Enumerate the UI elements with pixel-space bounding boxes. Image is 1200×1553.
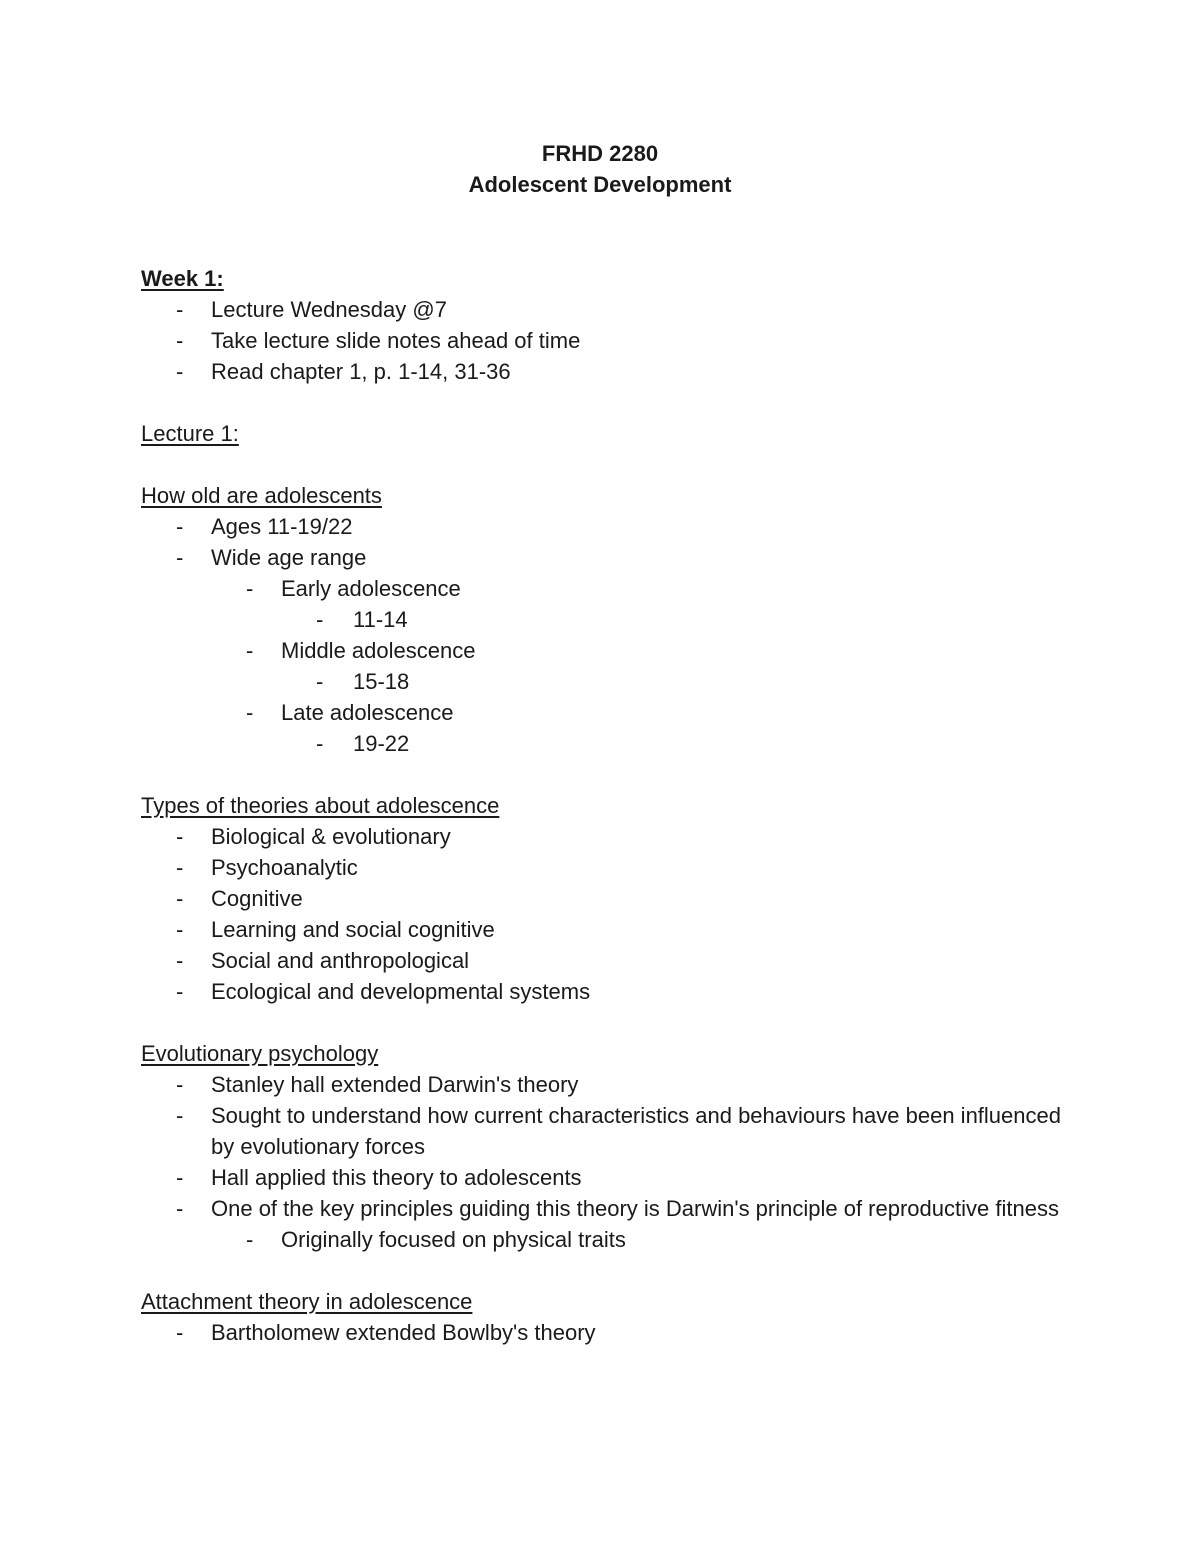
list-item	[141, 914, 1061, 945]
list-item	[141, 883, 1061, 914]
list-item-text: Hall applied this theory to adolescents	[211, 1165, 582, 1190]
how-old-list	[141, 511, 1061, 759]
list-item-text: Stanley hall extended Darwin's theory	[211, 1072, 579, 1097]
spacer	[141, 1255, 1061, 1286]
spacer	[141, 1007, 1061, 1038]
list-item-text: 11-14	[353, 607, 408, 632]
dash-bullet: -	[176, 359, 184, 384]
list-item	[281, 666, 1061, 697]
evolutionary-list	[141, 1069, 1061, 1255]
dash-bullet: -	[316, 607, 324, 632]
spacer	[141, 449, 1061, 480]
course-name: Adolescent Development	[468, 172, 732, 197]
dash-bullet: -	[246, 1227, 254, 1252]
list-item-text: One of the key principles guiding this theory is Darwin's principle of reproductive fitness	[211, 1196, 1059, 1221]
dash-bullet: -	[176, 545, 184, 570]
attachment-list	[141, 1317, 1061, 1348]
dash-bullet: -	[316, 669, 324, 694]
notes-content	[141, 263, 1061, 1348]
dash-bullet: -	[176, 328, 184, 353]
list-item	[141, 1069, 1061, 1100]
dash-bullet: -	[316, 731, 324, 756]
list-item	[141, 356, 1061, 387]
list-item	[141, 1162, 1061, 1193]
list-item-text: Ages 11-19/22	[211, 514, 353, 539]
dash-bullet: -	[176, 297, 184, 322]
list-item-text: Bartholomew extended Bowlby's theory	[211, 1320, 596, 1345]
list-item	[141, 511, 1061, 542]
list-item-text: Ecological and developmental systems	[211, 979, 591, 1004]
dash-bullet: -	[176, 824, 184, 849]
list-item-text: Early adolescence	[281, 576, 461, 601]
list-item	[141, 294, 1061, 325]
dash-bullet: -	[176, 917, 184, 942]
dash-bullet: -	[246, 700, 254, 725]
age-range-list	[281, 604, 1061, 635]
list-item-text: Psychoanalytic	[211, 855, 358, 880]
spacer	[141, 387, 1061, 418]
dash-bullet: -	[176, 948, 184, 973]
list-item	[281, 728, 1061, 759]
age-stage-list	[211, 573, 1061, 759]
dash-bullet: -	[176, 514, 184, 539]
theories-heading: Types of theories about adolescence	[141, 793, 500, 818]
dash-bullet: -	[176, 855, 184, 880]
list-item	[141, 821, 1061, 852]
dash-bullet: -	[176, 1165, 184, 1190]
list-item	[141, 945, 1061, 976]
list-item	[141, 852, 1061, 883]
list-item	[141, 1100, 1061, 1162]
list-item-text: Learning and social cognitive	[211, 917, 495, 942]
dash-bullet: -	[176, 1103, 184, 1128]
list-item-text: Social and anthropological	[211, 948, 470, 973]
age-range-list	[281, 666, 1061, 697]
list-item-text: 19-22	[353, 731, 410, 756]
course-code: FRHD 2280	[541, 141, 659, 166]
list-item	[211, 635, 1061, 697]
list-item	[141, 976, 1061, 1007]
how-old-heading: How old are adolescents	[141, 483, 382, 508]
age-range-list	[281, 728, 1061, 759]
list-item-text: Late adolescence	[281, 700, 454, 725]
attachment-heading: Attachment theory in adolescence	[141, 1289, 473, 1314]
lecture1-heading: Lecture 1:	[141, 421, 239, 446]
list-item	[211, 697, 1061, 759]
list-item-text: Originally focused on physical traits	[281, 1227, 626, 1252]
list-item	[211, 573, 1061, 635]
list-item-text: Middle adolescence	[281, 638, 476, 663]
list-item	[141, 542, 1061, 759]
dash-bullet: -	[246, 576, 254, 601]
evolutionary-heading: Evolutionary psychology	[141, 1041, 379, 1066]
list-item-text: Wide age range	[211, 545, 367, 570]
dash-bullet: -	[176, 1196, 184, 1221]
list-item	[281, 604, 1061, 635]
dash-bullet: -	[176, 1072, 184, 1097]
list-item-text: Biological & evolutionary	[211, 824, 451, 849]
list-item-text: Read chapter 1, p. 1-14, 31-36	[211, 359, 511, 384]
list-item	[141, 1317, 1061, 1348]
week1-list	[141, 294, 1061, 387]
list-item	[211, 1224, 1061, 1255]
list-item-text: 15-18	[353, 669, 410, 694]
list-item-text: Lecture Wednesday @7	[211, 297, 447, 322]
list-item	[141, 325, 1061, 356]
list-item-text: Sought to understand how current characteristics and behaviours have been influenced by evolutionary forces	[211, 1103, 1061, 1159]
list-item-text: Cognitive	[211, 886, 303, 911]
list-item-text: Take lecture slide notes ahead of time	[211, 328, 581, 353]
evolutionary-sub-list	[211, 1224, 1061, 1255]
dash-bullet: -	[176, 1320, 184, 1345]
theories-list	[141, 821, 1061, 1007]
list-item	[141, 1193, 1061, 1255]
document-title-block	[0, 138, 1200, 200]
dash-bullet: -	[246, 638, 254, 663]
week1-heading: Week 1:	[141, 266, 224, 291]
spacer	[141, 759, 1061, 790]
dash-bullet: -	[176, 886, 184, 911]
dash-bullet: -	[176, 979, 184, 1004]
